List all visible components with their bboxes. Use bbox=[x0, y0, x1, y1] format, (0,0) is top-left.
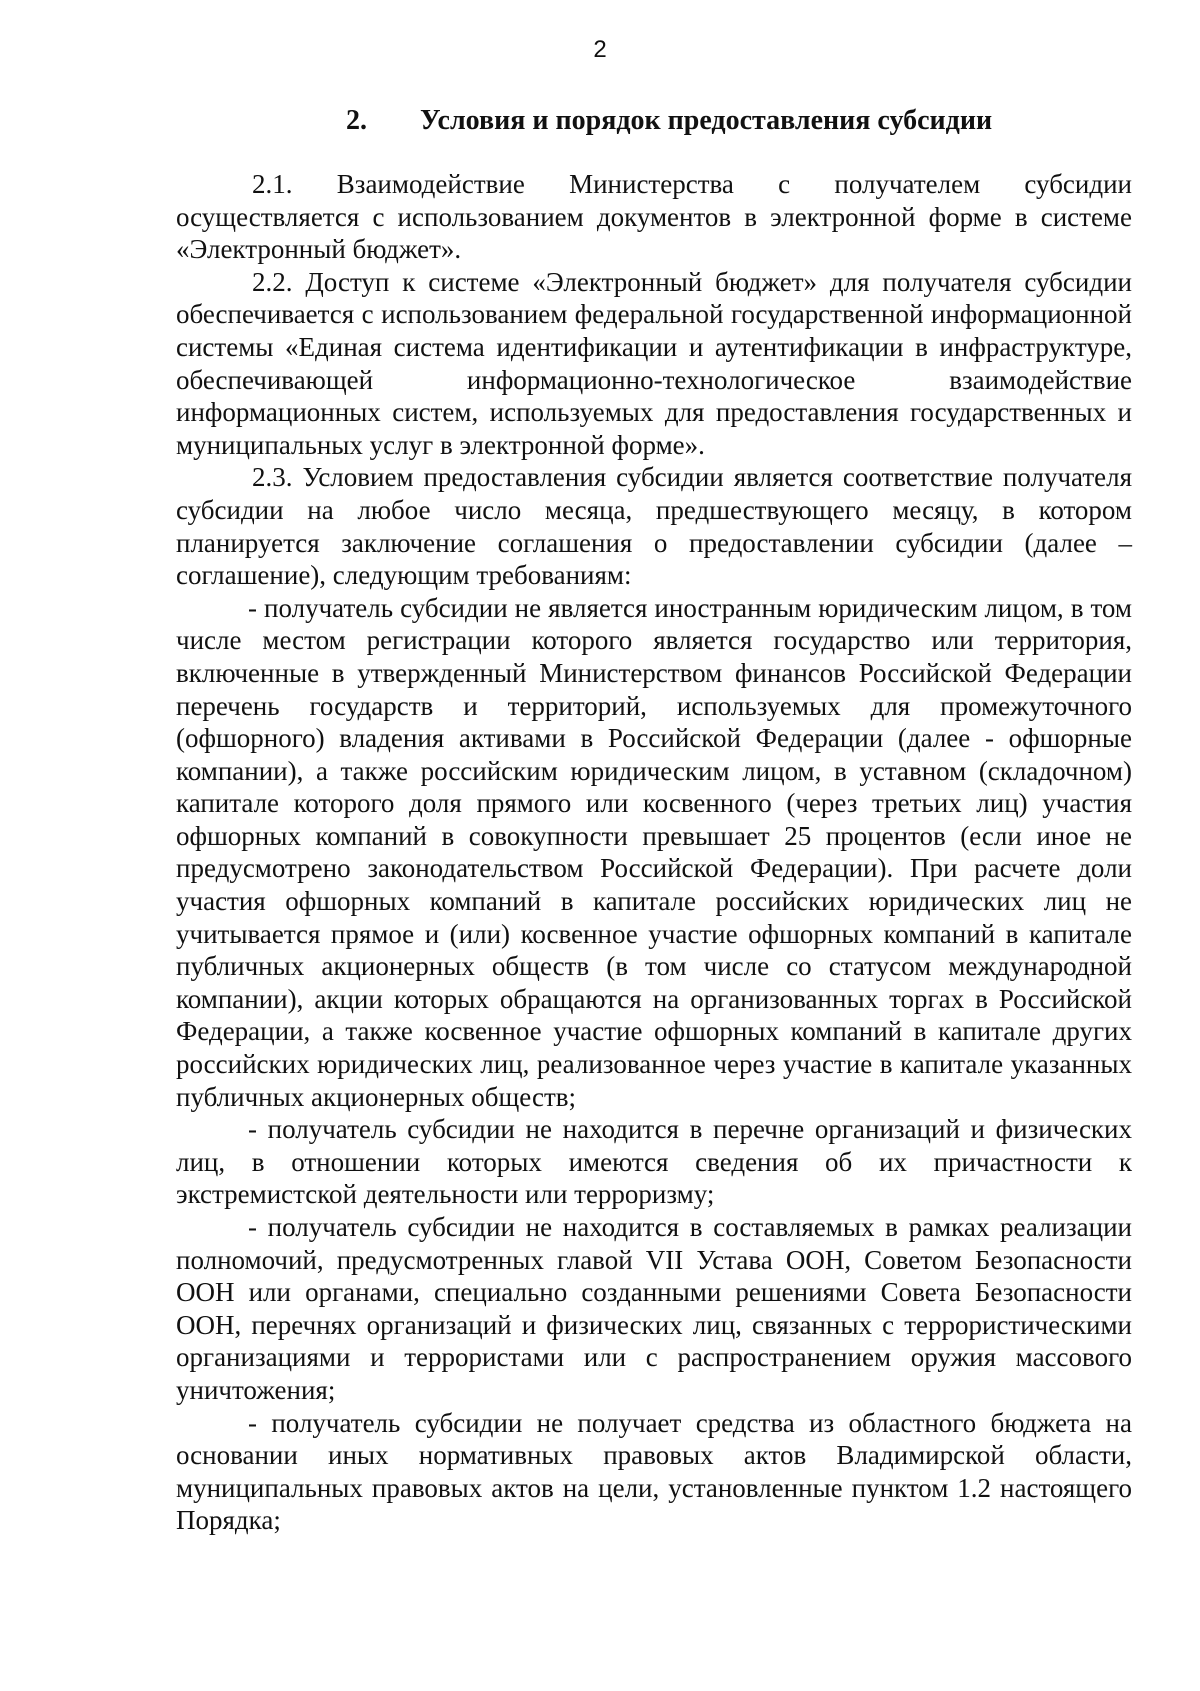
requirement-un-sanctions: - получатель субсидии не находится в составляемых в рамках реализации полномочий, предусмотренных главой VII Устава ООН, Советом Безопасности ООН или органами, специально созданными решениями Совета Безопасности ООН, перечнях организаций и физических лиц, связанных с террористическими организациями и террористами или с распространением оружия массового уничтожения; bbox=[176, 1212, 1132, 1405]
requirement-offshore: - получатель субсидии не является иностранным юридическим лицом, в том числе местом регистрации которого является государство или территория, включенные в утвержденный Министерством финансов Российской Федерации перечень государств и территорий, используемых для промежуточного (офшорного) владения активами в Российской Федерации (далее - офшорные компании), а также российским юридическим лицом, в уставном (складочном) капитале которого доля прямого или косвенного (через третьих лиц) участия офшорных компаний в совокупности превышает 25 процентов (если иное не предусмотрено законодательством Российской Федерации). При расчете доли участия офшорных компаний в капитале российских юридических лиц не учитывается прямое и (или) косвенное участие офшорных компаний в капитале публичных акционерных обществ (в том числе со статусом международной компании), акции которых обращаются на организованных торгах в Российской Федерации, а также косвенное участие офшорных компаний в капитале других российских юридических лиц, реализованное через участие в капитале указанных публичных акционерных обществ; bbox=[176, 592, 1132, 1112]
clause-2-2: 2.2. Доступ к системе «Электронный бюджет» для получателя субсидии обеспечивается с использованием федеральной государственной информационной системы «Единая система идентификации и аутентификации в инфраструктуре, обеспечивающей информационно-технологическое взаимодействие информационных систем, используемых для предоставления государственных и муниципальных услуг в электронной форме». bbox=[176, 266, 1132, 460]
document-body bbox=[176, 168, 1132, 1537]
clause-2-1: 2.1. Взаимодействие Министерства с получателем субсидии осуществляется с использованием документов в электронной форме в системе «Электронный бюджет». bbox=[176, 169, 1132, 265]
page-number: 2 bbox=[593, 36, 607, 63]
requirement-regional-budget: - получатель субсидии не получает средства из областного бюджета на основании иных нормативных правовых актов Владимирской области, муниципальных правовых актов на цели, установленные пунктом 1.2 настоящего Порядка; bbox=[176, 1407, 1132, 1536]
section-number: 2. bbox=[346, 105, 367, 136]
section-title: Условия и порядок предоставления субсидии bbox=[420, 105, 993, 136]
section-heading bbox=[346, 104, 992, 138]
clause-2-3: 2.3. Условием предоставления субсидии является соответствие получателя субсидии на любое число месяца, предшествующего месяцу, в котором планируется заключение соглашения о предоставлении субсидии (далее – соглашение), следующим требованиям: bbox=[176, 462, 1132, 591]
requirement-extremism: - получатель субсидии не находится в перечне организаций и физических лиц, в отношении которых имеются сведения об их причастности к экстремистской деятельности или терроризму; bbox=[176, 1114, 1132, 1210]
